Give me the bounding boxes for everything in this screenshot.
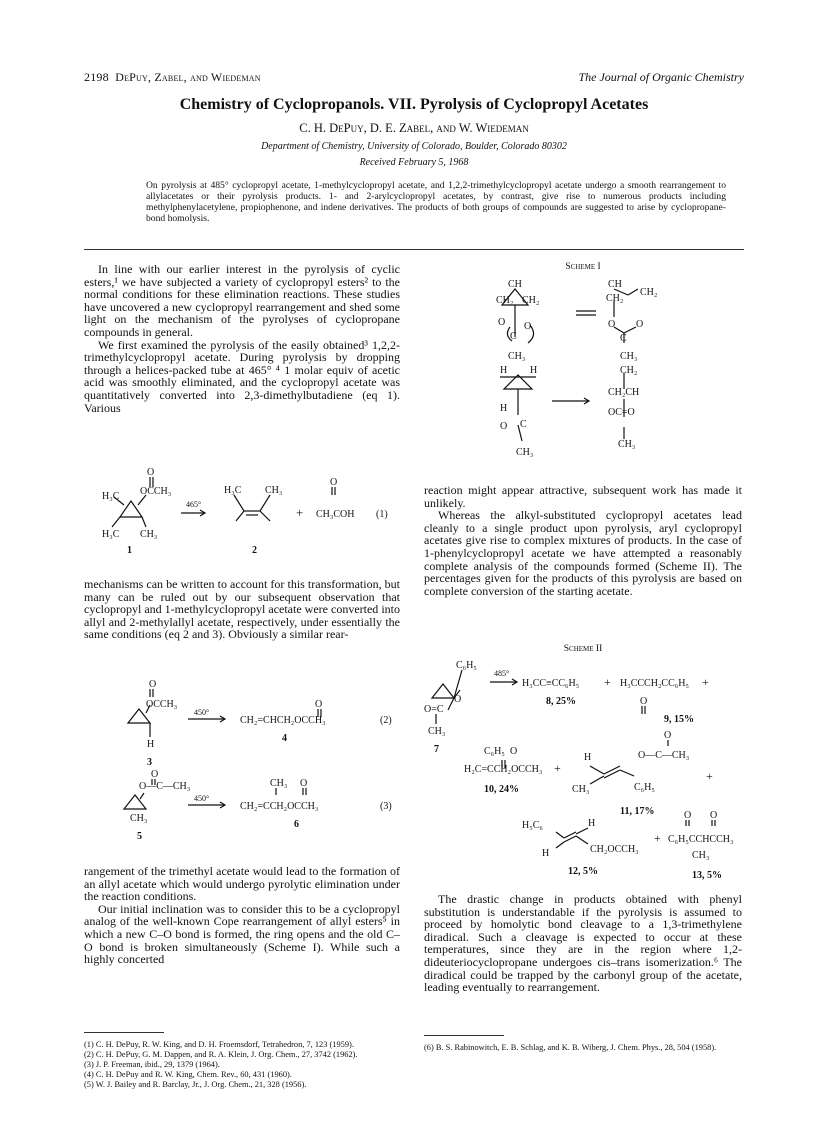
compound-label: 4 [282,733,287,744]
svg-text:O=C: O=C [424,704,444,715]
svg-text:CH₃: CH₃ [618,439,636,450]
product-label: 12, 5% [568,866,598,877]
svg-text:CH₃: CH₃ [516,447,534,458]
product-formula: H₃CCCH₂CC₆H₅ [620,678,689,689]
svg-text:CH₃: CH₃ [428,726,446,737]
svg-text:OC=O: OC=O [608,407,635,418]
svg-text:H₃C: H₃C [102,491,120,502]
footnotes-left [84,1040,400,1090]
svg-text:O: O [500,421,508,432]
footnote-divider [424,1035,504,1036]
paragraph: The drastic change in products obtained with phenyl substitution is understandable if the pyrolysis is assumed to proceed by homolytic bond cleavage to a 1,3-trimethylene diradical. Such a cleavage is expected to occur at these temperatures, since they are in the region where 1,2-dideuteriocyclopropane undergoes cis–trans isomerization.⁶ The diradical could be trapped by the carbonyl group of the acetate, leading eventually to rearrangement. [424,892,742,995]
footnote: (1) C. H. DePuy, R. W. King, and D. H. Froemsdorf, Tetrahedron, 7, 123 (1959). [84,1040,354,1049]
svg-text:CH₃: CH₃ [620,351,638,362]
svg-text:O: O [608,319,616,330]
svg-text:O: O [684,810,692,821]
svg-text:O: O [315,699,323,710]
svg-text:O—C—CH₃: O—C—CH₃ [139,781,191,792]
svg-text:H: H [147,739,155,750]
svg-text:CH₂: CH₂ [522,295,540,306]
footnote: (4) C. H. DePuy and R. W. King, Chem. Rev., 60, 431 (1960). [84,1070,292,1079]
svg-text:CH₂: CH₂ [620,365,638,376]
footnote: (5) W. J. Bailey and R. Barclay, Jr., J. Org. Chem., 21, 328 (1956). [84,1080,307,1089]
svg-text:C₆H₅: C₆H₅ [456,660,477,671]
svg-text:H: H [500,403,508,414]
temperature: 450° [194,708,210,717]
svg-text:CH₃: CH₃ [130,813,148,824]
svg-text:H₃C: H₃C [102,529,120,540]
svg-text:O: O [454,694,462,705]
paragraph: rangement of the trimethyl acetate would lead to the formation of an allyl acetate which would undergo pyrolytic elimination under the reaction conditions. [84,864,400,904]
article-authors: C. H. DePuy, D. E. Zabel, and W. Wiedeman [299,121,529,135]
left-column-text-1 [84,263,400,414]
svg-text:CH: CH [608,279,622,290]
right-column-text-1 [424,484,742,597]
scheme-1-label: Scheme I [565,262,601,272]
product-formula: C₆H₅CCHCCH₃ [668,834,734,845]
svg-text:O: O [640,696,648,707]
svg-text:H: H [584,752,592,763]
product-label: 8, 25% [546,696,576,707]
svg-text:+: + [702,675,709,689]
svg-text:O: O [710,810,718,821]
footnote: (2) C. H. DePuy, G. M. Dappen, and R. A. Klein, J. Org. Chem., 27, 3742 (1962). [84,1050,358,1059]
product-formula: H₃CC≡CC₆H₅ [522,678,580,689]
left-column-text-3 [84,865,400,966]
svg-text:H₅C₆: H₅C₆ [522,820,543,831]
svg-text:CH₂OCCH₃: CH₂OCCH₃ [590,844,639,855]
svg-text:H: H [588,818,596,829]
svg-text:CH₃: CH₃ [572,784,590,795]
svg-text:O: O [524,321,532,332]
svg-text:CH₃: CH₃ [265,485,283,496]
svg-text:O: O [330,477,338,488]
footnote-divider [84,1032,164,1033]
svg-text:O: O [147,467,155,478]
equation-number: (3) [380,801,392,812]
compound-label: 2 [252,545,257,556]
equation-number: (2) [380,715,392,726]
running-header [84,70,744,86]
right-column-text-2 [424,893,742,994]
product-label: 13, 5% [692,870,722,881]
received-date: Received February 5, 1968 [359,157,469,168]
svg-text:O: O [151,769,159,780]
svg-text:CH: CH [508,279,522,290]
paragraph: Our initial inclination was to consider this to be a cyclopropyl analog of the well-known Cope rearrangement of allyl esters⁵ in which a new C–O bond is formed, the ring opens and the old C–O bond is broken simultaneously (Scheme I). While such a highly concerted [84,901,400,967]
page-number: 2198 [84,70,109,84]
svg-text:C: C [620,333,627,344]
header-left [84,70,261,85]
paragraph: reaction might appear attractive, subsequent work has made it unlikely. [424,483,742,510]
svg-text:H: H [542,848,550,859]
journal-name: The Journal of Organic Chemistry [578,70,744,84]
abstract: On pyrolysis at 485° cyclopropyl acetate, 1-methylcyclopropyl acetate, and 1,2,2-trimethylcyclopropyl acetate undergo a smooth rearrangement to allylacetates or their pyrolysis products. 1- and 2-arylcyclopropyl acetates, by contrast, give rise to numerous products including methylphenylacetylene, propiophenone, and indene derivatives. The products of both groups of compounds are suggested to arise by cyclopropane-bond homolysis. [146,180,726,224]
abstract-divider [84,249,744,250]
svg-text:CH₃: CH₃ [692,850,710,861]
svg-text:CH₂: CH₂ [496,295,514,306]
svg-text:CH₃: CH₃ [508,351,526,362]
compound-label: 3 [147,757,152,768]
temperature: 465° [186,500,202,509]
compound-label: 5 [137,831,142,842]
svg-text:H: H [530,365,538,376]
product-label: 9, 15% [664,714,694,725]
paragraph: We first examined the pyrolysis of the easily obtained³ 1,2,2-trimethylcyclopropyl acetate. During pyrolysis by dropping through a helices-packed tube at 465° ⁴ 1 molar equiv of acetic acid was smoothly eliminated, and the cyclopropyl acetate was quantitatively converted into 2,3-dimethylbutadiene (eq 1). Various [84,337,400,415]
svg-text:+: + [706,769,713,783]
product-formula: H₂C=CCH₂OCCH₃ [464,764,543,775]
svg-text:H: H [500,365,508,376]
svg-text:O: O [149,679,157,690]
product-formula: CH₂=CHCH₂OCCH₃ [240,715,326,726]
svg-text:O: O [498,317,506,328]
article-title: Chemistry of Cyclopropanols. VII. Pyrolysis of Cyclopropyl Acetates [179,96,649,113]
svg-text:+: + [654,831,661,845]
compound-label: 6 [294,819,299,830]
equation-number: (1) [376,509,388,520]
svg-text:CH₂: CH₂ [640,287,658,298]
svg-text:CH₂CH: CH₂CH [608,387,640,398]
svg-text:C: C [520,419,527,430]
paragraph: mechanisms can be written to account for this transformation, but many can be ruled out by our subsequent observation that cyclopropyl and 1-methylcyclopropyl acetate were converted into allyl and 2-methylallyl acetate, respectively, under essentially the same conditions (eq 2 and 3). Obviously a similar rear- [84,577,400,642]
byproduct-formula: CH₃COH [316,509,355,520]
svg-text:CH₃: CH₃ [270,778,288,789]
svg-text:OCCH₃: OCCH₃ [146,699,178,710]
product-label: 11, 17% [620,806,655,817]
paragraph: In line with our earlier interest in the pyrolysis of cyclic esters,¹ we have subjected a variety of cyclopropyl esters² to the normal conditions for these elimination reactions. These studies have uncovered a new cyclopropyl rearrangement and shed some light on the mechanism of the pyrolyses of cyclopropane compounds in general. [84,262,400,339]
temperature: 450° [194,794,210,803]
svg-text:H₃C: H₃C [224,485,242,496]
svg-text:OCCH₃: OCCH₃ [140,486,172,497]
svg-text:+: + [604,675,611,689]
footnote: (3) J. P. Freeman, ibid., 29, 1379 (1964). [84,1060,220,1069]
svg-text:C: C [510,331,517,342]
product-formula: CH₂=CCH₂OCCH₃ [240,801,319,812]
left-column-text-2 [84,578,400,641]
footnote: (6) B. S. Rabinowitch, E. B. Schlag, and K. B. Wiberg, J. Chem. Phys., 28, 504 (1958). [424,1043,717,1052]
svg-text:O: O [300,778,308,789]
svg-text:CH₂: CH₂ [606,293,624,304]
scheme-2-label: Scheme II [563,644,603,654]
svg-text:O: O [636,319,644,330]
svg-text:O: O [664,730,672,741]
temperature: 485° [494,669,510,678]
svg-text:O—C—CH₃: O—C—CH₃ [638,750,690,761]
equation-1 [84,465,400,570]
affiliation: Department of Chemistry, University of Colorado, Boulder, Colorado 80302 [261,141,567,152]
equations-2-3 [84,675,400,855]
scheme-2 [424,656,742,882]
product-label: 10, 24% [484,784,519,795]
svg-text:O: O [510,746,518,757]
compound-label: 7 [434,744,439,755]
scheme-1 [480,275,700,480]
running-authors: DePuy, Zabel, and Wiedeman [115,70,261,84]
footnotes-right [424,1043,742,1053]
svg-text:+: + [554,761,561,775]
svg-text:C₆H₅: C₆H₅ [634,782,655,793]
svg-text:CH₃: CH₃ [140,529,158,540]
compound-label: 1 [127,545,132,556]
svg-text:+: + [296,505,304,520]
paragraph: Whereas the alkyl-substituted cyclopropyl acetates lead cleanly to a single product upon pyrolysis, aryl cyclopropyl acetates give rise to complex mixtures of products. In the case of 1-phenylcyclopropyl acetate we have attempted a reasonably complete analysis of the compounds formed (Scheme II). The percentages given for the products of this pyrolysis are based on complete conversion of the starting acetate. [424,508,742,598]
svg-text:C₆H₅: C₆H₅ [484,746,505,757]
